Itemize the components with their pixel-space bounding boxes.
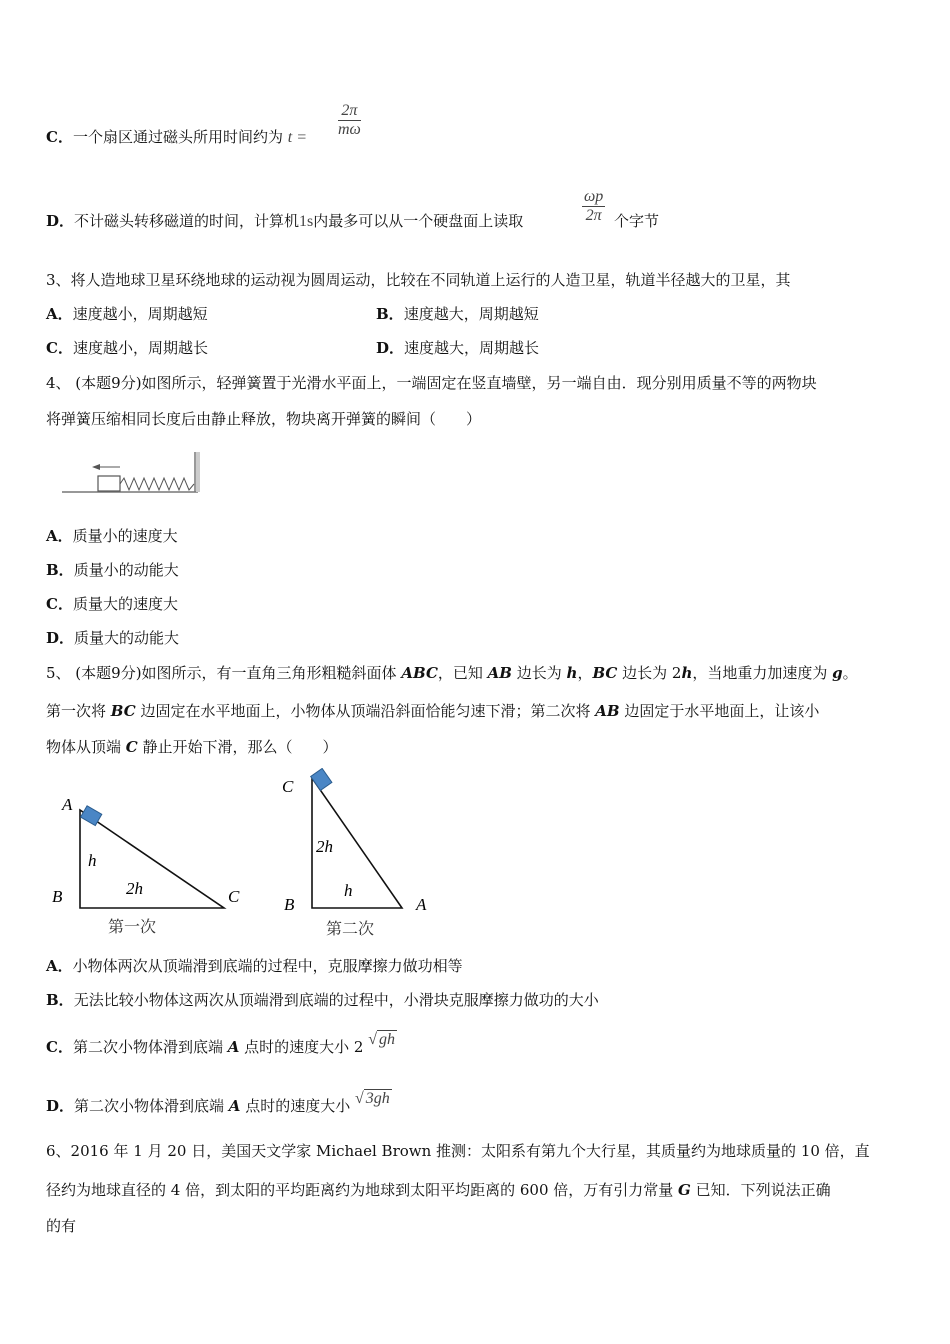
label-b: B: [284, 895, 295, 914]
q3-option-c: C．速度越小，周期越长: [46, 339, 208, 357]
q2-option-d: D．不计磁头转移磁道的时间，计算机1s内最多可以从一个硬盘面上读取: [46, 212, 524, 230]
side-label-h: h: [88, 851, 97, 870]
q3-option-b: B．速度越大，周期越短: [376, 305, 539, 323]
q5-option-a: A．小物体两次从顶端滑到底端的过程中，克服摩擦力做功相等: [46, 957, 463, 975]
q4-option-a: A．质量小的速度大: [46, 527, 178, 545]
q3-option-a: A．速度越小，周期越短: [46, 305, 208, 323]
label-a: A: [416, 895, 427, 914]
q5-stem-line1: 5、 (本题9分)如图所示，有一直角三角形粗糙斜面体 ABC，已知 AB 边长为 h，BC 边长为 2h，当地重力加速度为 g。: [46, 664, 858, 682]
label-b: B: [52, 887, 63, 906]
q5-stem-line2: 第一次将 BC 边固定在水平地面上，小物体从顶端沿斜面恰能匀速下滑；第二次将 AB 边固定于水平地面上，让该小: [46, 702, 820, 720]
q4-option-c: C．质量大的速度大: [46, 595, 178, 613]
q4-stem-line2: 将弹簧压缩相同长度后由静止释放，物块离开弹簧的瞬间（ ）: [46, 410, 482, 428]
sqrt-gh: √ gh: [368, 1031, 396, 1048]
triangle-figure-first: [46, 790, 256, 942]
label-c: C: [228, 887, 240, 906]
q4-stem-line1: 4、 (本题9分)如图所示，轻弹簧置于光滑水平面上，一端固定在竖直墙壁，另一端自由．现分别用质量不等的两物块: [46, 374, 817, 392]
formula-fraction: $\frac{\omega p}{2\pi}$: [584, 188, 604, 224]
spring: [120, 478, 194, 490]
label-c: C: [282, 777, 294, 796]
q2-option-d-tail: 个字节: [614, 212, 660, 230]
block: [311, 768, 332, 790]
spring-block-figure: [60, 450, 202, 498]
q5-stem-line3: 物体从顶端 C 静止开始下滑，那么（ ）: [46, 738, 338, 756]
q5-option-c: C．第二次小物体滑到底端 A 点时的速度大小 2 √ gh: [46, 1031, 396, 1056]
formula-lhs: t =: [287, 129, 307, 146]
q4-option-b: B．质量小的动能大: [46, 561, 179, 579]
sqrt-3gh: √ 3gh: [355, 1090, 390, 1107]
triangle-figure-second: [276, 768, 446, 943]
side-label-2h: 2h: [316, 837, 333, 856]
caption: 第二次: [326, 919, 375, 938]
side-label-h: h: [344, 881, 353, 900]
triangle: [80, 810, 224, 908]
label-a: A: [62, 795, 73, 814]
q6-stem-line3: 的有: [46, 1217, 77, 1235]
q4-option-d: D．质量大的动能大: [46, 629, 180, 647]
block: [98, 476, 120, 491]
side-label-2h: 2h: [126, 879, 143, 898]
arrow-head: [92, 464, 100, 470]
q3-stem: 3、将人造地球卫星环绕地球的运动视为圆周运动，比较在不同轨道上运行的人造卫星，轨道半径越大的卫星，其: [46, 271, 791, 289]
q2-option-c: C．一个扇区通过磁头所用时间约为 t =: [46, 128, 307, 146]
wall-hatch: [196, 452, 200, 492]
formula-fraction: $\frac{2\pi}{m\omega}$: [338, 102, 361, 138]
q3-option-d: D．速度越大，周期越长: [376, 339, 540, 357]
q6-stem-line1: 6、2016 年 1 月 20 日，美国天文学家 Michael Brown 推测：太阳系有第九个大行星，其质量约为地球质量的 10 倍，直: [46, 1142, 870, 1160]
caption: 第一次: [108, 917, 157, 936]
q5-option-d: D．第二次小物体滑到底端 A 点时的速度大小 √ 3gh: [46, 1090, 390, 1115]
q5-option-b: B．无法比较小物体这两次从顶端滑到底端的过程中，小滑块克服摩擦力做功的大小: [46, 991, 599, 1009]
q6-stem-line2: 径约为地球直径的 4 倍，到太阳的平均距离约为地球到太阳平均距离的 600 倍，万有引力常量 G 已知．下列说法正确: [46, 1181, 831, 1199]
